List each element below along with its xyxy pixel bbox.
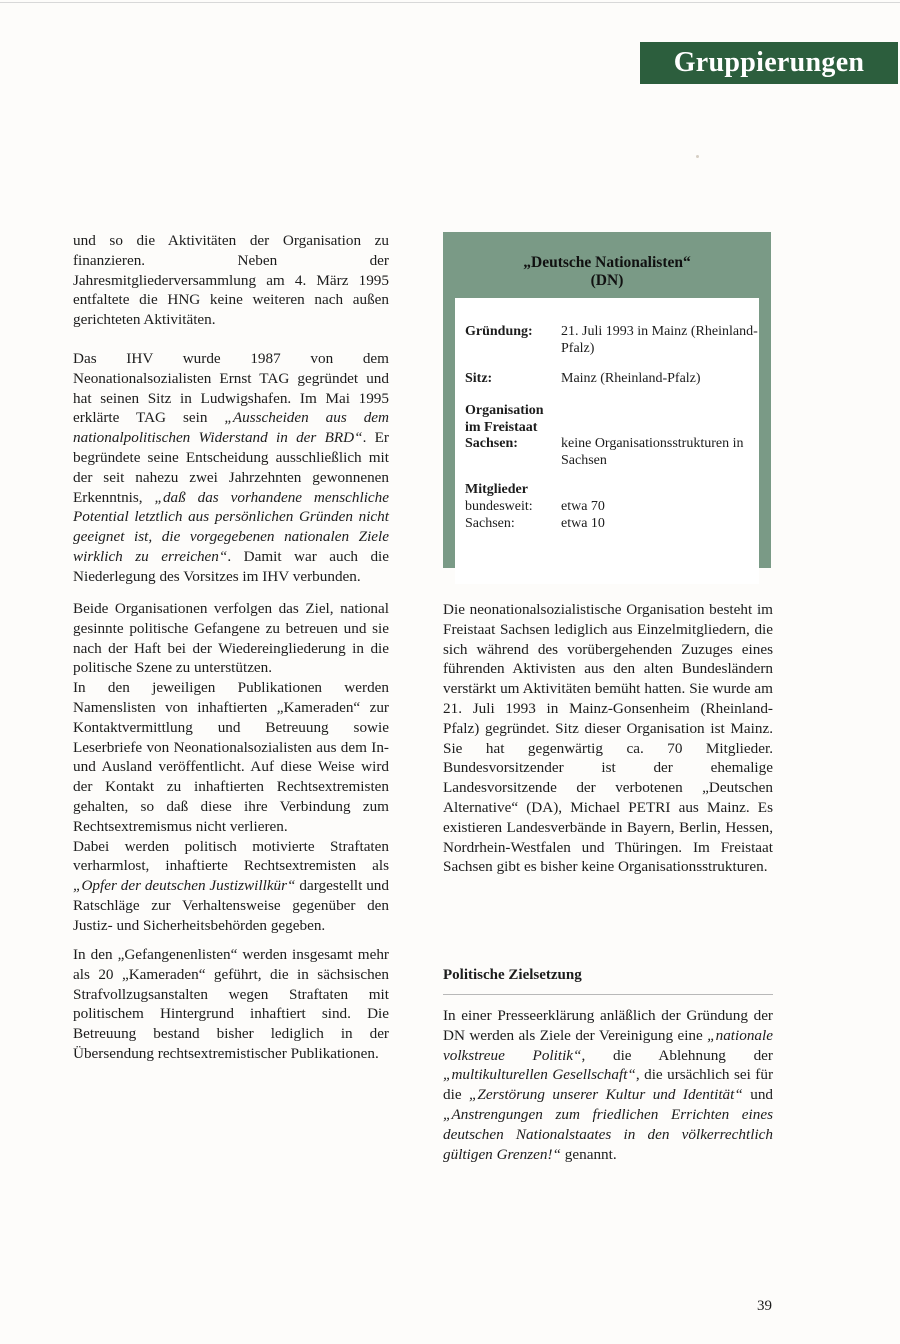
- quote-ausscheiden: „Ausscheiden aus dem nationalpolitischen Widerstand in der BRD“: [73, 409, 390, 447]
- paragraph-dn-goals: In einer Presseerklärung anläßlich der Gründung der DN werden als Ziele der Vereinigung eine „nationale volkstreue Politik“, die Ablehnung der „multikulturellen Gesellschaft“, die ursächlich sei für die „Zerstörung unserer Kultur und Identität“ und „Anstrengungen zum friedlichen Errichten eines deutschen Nationalstaates in den völkerrechtlich gültigen Grenzen!“ genannt.: [443, 1007, 774, 1163]
- subheading-politische-zielsetzung: Politische Zielsetzung: [443, 967, 582, 983]
- left-column-top: [73, 231, 389, 587]
- info-row-organisation: Organisation im Freistaat Sachsen: keine Organisationsstrukturen in Sachsen: [465, 403, 744, 468]
- quote-volkstreue-politik: „nationale volkstreue Politik“: [443, 1026, 773, 1064]
- dn-info-box: [443, 232, 771, 568]
- left-column-bottom: [73, 945, 389, 1064]
- quote-justizwillkuer: „Opfer der deutschen Justizwillkür“: [73, 877, 296, 895]
- paragraph-dn-description: Die neonationalsozialistische Organisation besteht im Freistaat Sachsen lediglich aus Einzelmitgliedern, die sich während des vorübergehenden Zuzuges eines führenden Aktivisten aus den alten Bundesländern verstärkt um Aktivitäten bemüht hatten. Sie wurde am 21. Juli 1993 in Mainz-Gonsenheim (Rheinland-Pfalz) gegründet. Sitz dieser Organisation ist Mainz. Sie hat gegenwärtig ca. 70 Mitglieder. Bundesvorsitzender ist der ehemalige Landesvorsitzende der verbotenen „Deutschen Alternative“ (DA), Michael PETRI aus Mainz. Es existieren Landesverbände in Bayern, Berlin, Hessen, Nordrhein-Westfalen und Thüringen. Im Freistaat Sachsen gibt es bisher keine Organisationsstrukturen.: [443, 601, 773, 876]
- left-column-middle: [73, 599, 389, 936]
- info-box-title: „Deutsche Nationalisten“ (DN): [523, 254, 691, 289]
- quote-potential: „daß das vorhandene menschliche Potential letztlich aus persönlichen Gründen nicht geeignet ist, die vorgegebenen nationalen Ziele wirklich zu erreichen“: [73, 488, 389, 565]
- page-number: 39: [757, 1298, 772, 1314]
- quote-anstrengungen: „Anstrengungen zum friedlichen Errichten eines deutschen Nationalstaates in den völkerrechtlich gültigen Grenzen!“: [443, 1105, 773, 1163]
- info-row-gruendung: Gründung: 21. Juli 1993 in Mainz (Rheinland-Pfalz): [465, 324, 758, 356]
- quote-zerstoerung: „Zerstörung unserer Kultur und Identität“: [468, 1086, 743, 1104]
- paragraph-ihv: Das IHV wurde 1987 von dem Neonationalsozialisten Ernst TAG gegründet und hat seinen Sitz in Ludwigshafen. Im Mai 1995 erklärte TAG sein „Ausscheiden aus dem nationalpolitischen Widerstand in der BRD“. Er begründete seine Entscheidung ausschließlich mit der seit nahezu zwei Jahrzehnten gewonnenen Erkenntnis, „daß das vorhandene menschliche Potential letztlich aus persönlichen Gründen nicht geeignet ist, die vorgegebenen nationalen Ziele wirklich zu erreichen“. Damit war auch die Niederlegung des Vorsitzes im IHV verbunden.: [73, 349, 390, 585]
- quote-multikulturell: „multikulturellen Gesellschaft“: [443, 1066, 636, 1084]
- section-banner: Gruppierungen: [640, 42, 898, 84]
- info-row-sitz: Sitz: Mainz (Rheinland-Pfalz): [465, 371, 701, 386]
- right-column-top: [443, 600, 773, 877]
- paragraph-trivialisation: Dabei werden politisch motivierte Straftaten verharmlost, inhaftierte Rechtsextremisten als „Opfer der deutschen Justizwillkür“ dargestellt und Ratschläge zur Verhaltensweise gegenüber den Justiz- und Sicherheitsbehörden gegeben.: [73, 837, 389, 934]
- paragraph-goals: Beide Organisationen verfolgen das Ziel, national gesinnte politische Gefangene zu betreuen und sie nach der Haft bei der Wiedereingliederung in die politische Szene zu unterstützen.: [73, 600, 389, 677]
- info-box-table: [455, 298, 759, 584]
- right-column-bottom: [443, 1006, 773, 1164]
- info-row-mitglieder: Mitglieder bundesweit: etwa 70 Sachsen: etwa 10: [465, 482, 605, 531]
- subheading-rule: [443, 994, 773, 995]
- paragraph-prisoner-lists: In den „Gefangenenlisten“ werden insgesamt mehr als 20 „Kameraden“ geführt, die in sächsischen Strafvollzugsanstalten wegen Straftaten mit politischem Hintergrund inhaftiert sind. Die Betreuung bestand bisher lediglich in der Übersendung rechtsextremistischer Publikationen.: [73, 946, 389, 1062]
- paragraph-hng-activities: und so die Aktivitäten der Organisation zu finanzieren. Neben der Jahresmitgliederversammlung am 4. März 1995 entfaltete die HNG keine weiteren nach außen gerichteten Aktivitäten.: [73, 232, 389, 329]
- paragraph-publications: In den jeweiligen Publikationen werden Namenslisten von inhaftierten „Kameraden“ zur Kontaktvermittlung und Betreuung sowie Leserbriefe von Neonationalsozialisten aus dem In- und Ausland veröffentlicht. Auf diese Weise wird der Kontakt zu inhaftierten Rechtsextremisten gehalten, so daß diese ihre Verbindung zum Rechtsextremismus nicht verlieren.: [73, 679, 389, 835]
- top-border-line: [0, 2, 900, 3]
- margin-mark: [696, 155, 699, 158]
